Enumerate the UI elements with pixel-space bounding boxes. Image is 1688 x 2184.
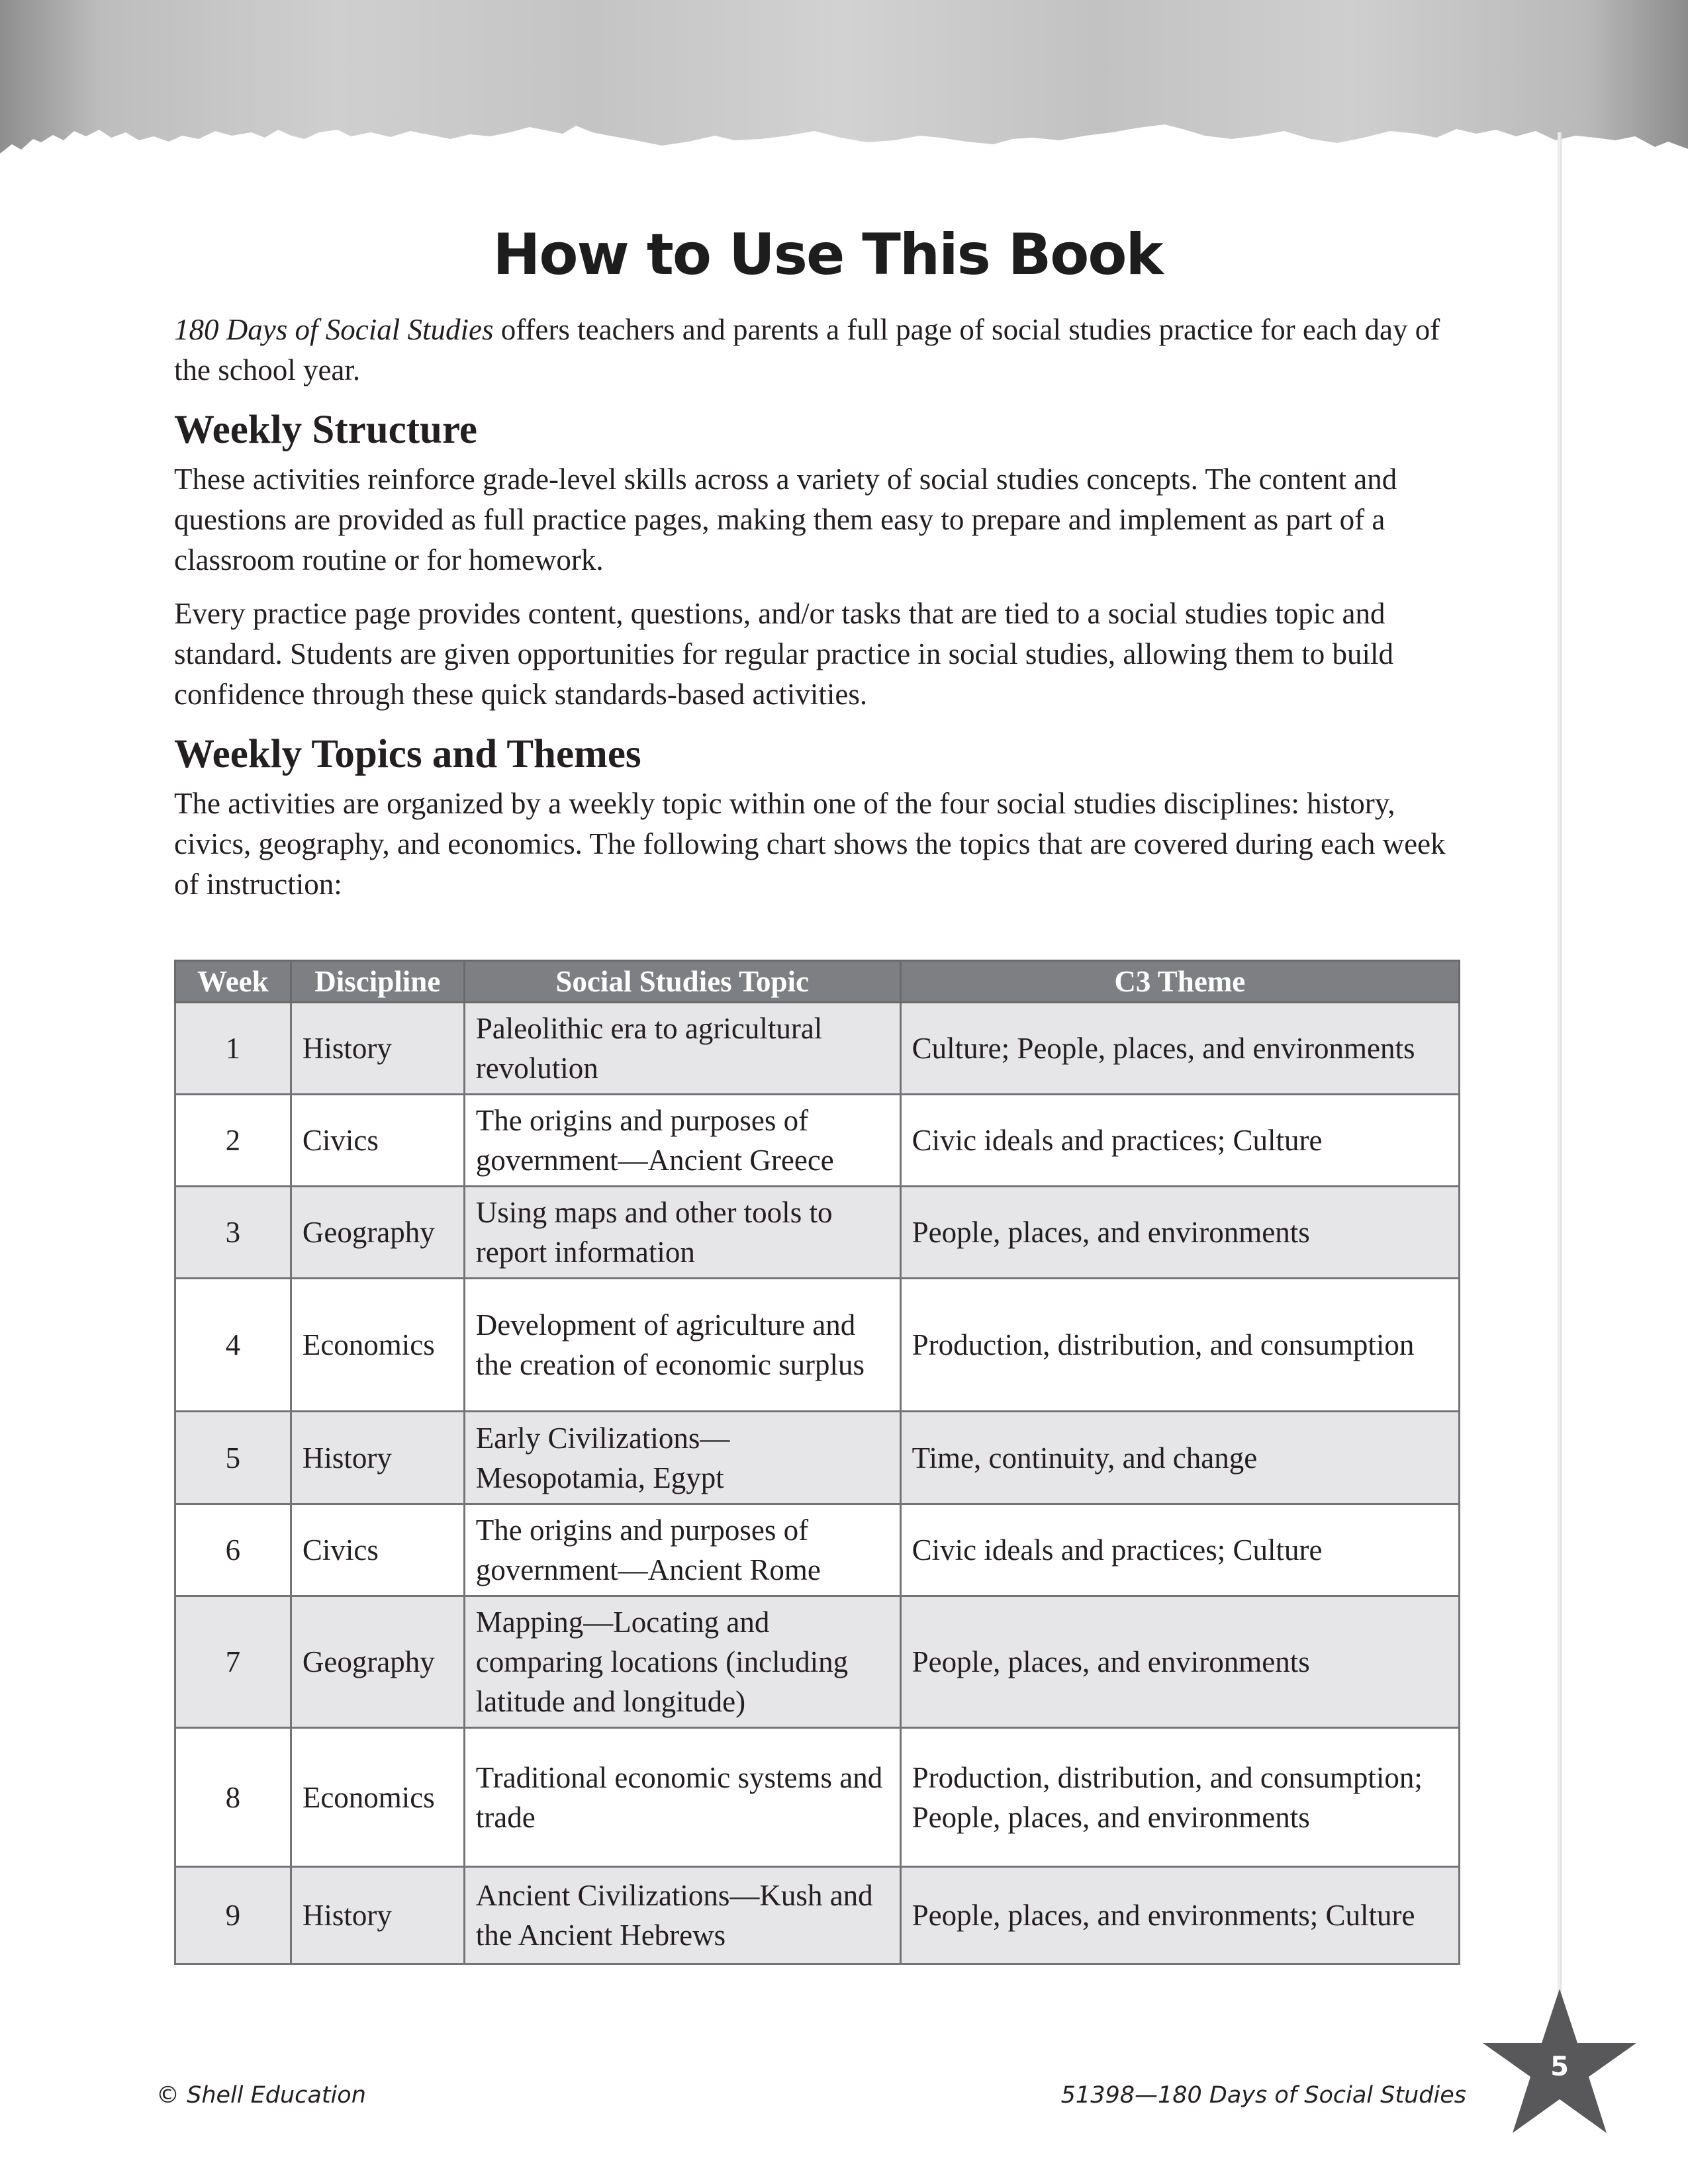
- table-row: [175, 1596, 1460, 1728]
- discipline-cell: History: [291, 1003, 464, 1095]
- paragraph: These activities reinforce grade-level skills across a variety of social studies concepts. The content and questions are provided as full practice pages, making them easy to prepare and implement as part of a classroom routine or for homework.: [174, 463, 1397, 576]
- theme-cell: Culture; People, places, and environments: [900, 1003, 1459, 1095]
- topic-cell: Paleolithic era to agricultural revolution: [464, 1003, 900, 1095]
- topic-cell: Traditional economic systems and trade: [464, 1728, 900, 1867]
- topic-cell: The origins and purposes of government—Ancient Rome: [464, 1504, 900, 1596]
- topic-cell: Early Civilizations—Mesopotamia, Egypt: [464, 1412, 900, 1504]
- discipline-cell: Geography: [291, 1596, 464, 1728]
- column-header-topic: Social Studies Topic: [464, 961, 900, 1003]
- torn-edge-icon: [0, 0, 1688, 159]
- body-content: [174, 310, 1462, 918]
- discipline-cell: Economics: [291, 1728, 464, 1867]
- book-title: 180 Days of Social Studies: [174, 313, 494, 346]
- week-cell: 6: [175, 1504, 291, 1596]
- paragraph: The activities are organized by a weekly topic within one of the four social studies disciplines: history, civics, geography, and economics. The following chart shows the topics that are covered during each week of instruction:: [174, 787, 1446, 901]
- torn-paper-banner: [0, 0, 1688, 159]
- footer-book-info: 51398—180 Days of Social Studies: [1060, 2082, 1466, 2109]
- page-title: How to Use This Book: [492, 222, 1162, 288]
- table-row: [175, 1412, 1460, 1504]
- page-number: 5: [1550, 2052, 1569, 2082]
- table-row: [175, 1187, 1460, 1279]
- week-cell: 3: [175, 1187, 291, 1279]
- topic-cell: Using maps and other tools to report information: [464, 1187, 900, 1279]
- discipline-cell: History: [291, 1412, 464, 1504]
- topics-table-container: [174, 960, 1460, 1965]
- table-header-row: [175, 961, 1460, 1003]
- table-row: [175, 1728, 1460, 1867]
- table-row: [175, 1003, 1460, 1095]
- week-cell: 5: [175, 1412, 291, 1504]
- topics-table: [174, 960, 1460, 1965]
- column-header-theme: C3 Theme: [900, 961, 1459, 1003]
- hanging-string: [1558, 132, 1562, 1992]
- table-row: [175, 1279, 1460, 1412]
- section-heading-weekly-topics: Weekly Topics and Themes: [174, 732, 641, 776]
- discipline-cell: Economics: [291, 1279, 464, 1412]
- week-cell: 2: [175, 1095, 291, 1187]
- theme-cell: Production, distribution, and consumption; People, places, and environments: [900, 1728, 1459, 1867]
- week-cell: 7: [175, 1596, 291, 1728]
- discipline-cell: History: [291, 1867, 464, 1964]
- week-cell: 1: [175, 1003, 291, 1095]
- column-header-discipline: Discipline: [291, 961, 464, 1003]
- paragraph: Every practice page provides content, questions, and/or tasks that are tied to a social studies topic and standard. Students are given opportunities for regular practice in social studies, allowing them to build confidence through these quick standards-based activities.: [174, 597, 1394, 711]
- column-header-week: Week: [175, 961, 291, 1003]
- topic-cell: Mapping—Locating and comparing locations (including latitude and longitude): [464, 1596, 900, 1728]
- topic-cell: Development of agriculture and the creation of economic surplus: [464, 1279, 900, 1412]
- discipline-cell: Civics: [291, 1095, 464, 1187]
- table-row: [175, 1504, 1460, 1596]
- topic-cell: The origins and purposes of government—Ancient Greece: [464, 1095, 900, 1187]
- footer-publisher: © Shell Education: [156, 2082, 366, 2109]
- theme-cell: People, places, and environments: [900, 1596, 1459, 1728]
- theme-cell: People, places, and environments; Culture: [900, 1867, 1459, 1964]
- intro-text: offers teachers and parents a full page of social studies practice for each day of the school year.: [174, 313, 1440, 387]
- section-heading-weekly-structure: Weekly Structure: [174, 408, 478, 452]
- week-cell: 8: [175, 1728, 291, 1867]
- table-row: [175, 1867, 1460, 1964]
- topic-cell: Ancient Civilizations—Kush and the Ancient Hebrews: [464, 1867, 900, 1964]
- week-cell: 9: [175, 1867, 291, 1964]
- theme-cell: Production, distribution, and consumption: [900, 1279, 1459, 1412]
- table-row: [175, 1095, 1460, 1187]
- theme-cell: Civic ideals and practices; Culture: [900, 1504, 1459, 1596]
- week-cell: 4: [175, 1279, 291, 1412]
- discipline-cell: Civics: [291, 1504, 464, 1596]
- intro-paragraph: [174, 310, 1462, 390]
- theme-cell: Time, continuity, and change: [900, 1412, 1459, 1504]
- discipline-cell: Geography: [291, 1187, 464, 1279]
- theme-cell: Civic ideals and practices; Culture: [900, 1095, 1459, 1187]
- theme-cell: People, places, and environments: [900, 1187, 1459, 1279]
